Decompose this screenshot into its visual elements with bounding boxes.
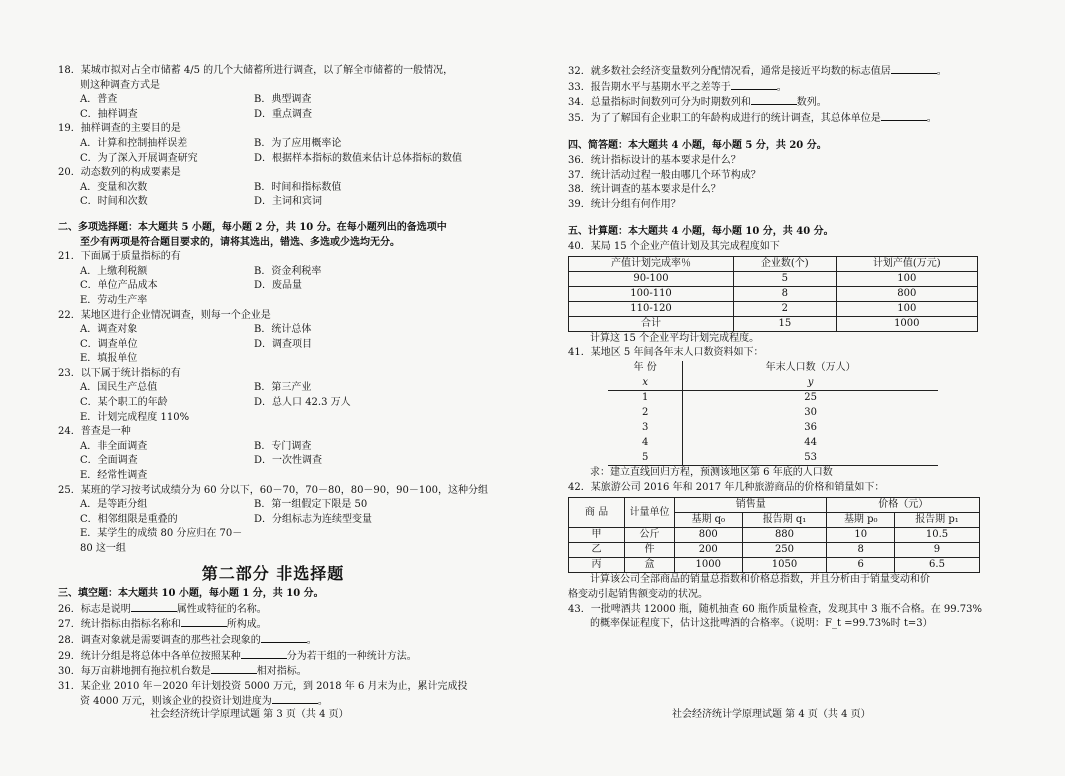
q22-options-cd: [58, 338, 488, 353]
table-cell: 6.5: [894, 558, 979, 573]
q30: 30．每万亩耕地拥有拖拉机台数是 相对指标。: [58, 666, 307, 678]
q27: 27．统计指标由指标名称和 所构成。: [58, 619, 267, 631]
answer-blank[interactable]: [272, 694, 318, 704]
table-row: [569, 558, 980, 573]
q24-options-e: [58, 469, 488, 484]
option: A．计算和控制抽样误差: [80, 137, 188, 149]
q26: 26．标志是说明 属性或特征的名称。: [58, 603, 267, 615]
answer-blank[interactable]: [751, 95, 797, 105]
table-cell: 110-120: [569, 301, 734, 316]
table-cell: 商 品: [569, 498, 625, 528]
table-cell: 年末人口数（万人）: [765, 362, 856, 374]
table-cell: 报告期 p₁: [894, 513, 979, 528]
section-2-heading-cont: 至少有两项是符合题目要求的，请将其选出，错选、多选或少选均无分。: [80, 236, 400, 248]
option: D．根据样本指标的数值来估计总体指标的数值: [254, 152, 463, 164]
table-cell: 乙: [569, 543, 625, 558]
section-2-heading: 二、多项选择题：本大题共 5 小题，每小题 2 分，共 10 分。在每小题列出的备选项中: [58, 221, 447, 233]
table-cell: 9: [894, 543, 979, 558]
q19-options-ab: [58, 137, 488, 152]
table-header: [569, 498, 980, 513]
q36: 36．统计指标设计的基本要求是什么？: [568, 154, 741, 166]
table-cell: 6: [827, 558, 895, 573]
option: C．调查单位: [80, 338, 138, 350]
option: B．资金利税率: [254, 265, 322, 277]
table-cell: 15: [734, 316, 837, 331]
q38: 38．统计调查的基本要求是什么？: [568, 184, 721, 196]
option: E．某学生的成绩 80 分应归在 70－80 这一组: [80, 528, 243, 554]
option: C．时间和次数: [80, 196, 148, 208]
table-cell: 880: [742, 528, 827, 543]
q24-options-cd: [58, 454, 488, 469]
table-cell: 53: [683, 451, 938, 466]
q21-options-e: [58, 294, 488, 309]
table-cell: 36: [804, 422, 817, 434]
table-cell: 4: [608, 436, 683, 451]
answer-blank[interactable]: [881, 111, 927, 121]
table-cell: 2: [608, 406, 683, 421]
table-cell: 800: [836, 286, 977, 301]
q25-options-e: [58, 527, 488, 556]
table-cell: 10: [827, 528, 895, 543]
option: B．第三产业: [254, 382, 312, 394]
option: B．第一组假定下限是 50: [254, 499, 368, 511]
option: A．是等距分组: [80, 499, 148, 511]
option: D．总人口 42.3 万人: [254, 397, 351, 409]
q42-table: [568, 497, 980, 573]
part-2-title: 第二部分 非选择题: [201, 563, 345, 583]
q20-options-cd: [58, 195, 488, 210]
answer-blank[interactable]: [261, 633, 307, 643]
table-row: [569, 528, 980, 543]
q19-options-cd: [58, 152, 488, 167]
option: B．时间和指标数值: [254, 181, 342, 193]
table-cell: 200: [675, 543, 743, 558]
option: A．普查: [80, 94, 118, 106]
page-4-footer: 社会经济统计学原理试题 第 4 页（共 4 页）: [672, 709, 871, 720]
option: E．计划完成程度 110%: [80, 411, 190, 423]
table-cell: 1000: [675, 558, 743, 573]
option: D．主词和宾词: [254, 196, 323, 208]
table-cell: 甲: [569, 528, 625, 543]
answer-blank[interactable]: [181, 617, 227, 627]
option: A．变量和次数: [80, 181, 148, 193]
option: C．为了深入开展调查研究: [80, 152, 198, 164]
table-cell: 基期 p₀: [827, 513, 895, 528]
q39: 39．统计分组有何作用？: [568, 198, 681, 210]
option: E．劳动生产率: [80, 294, 148, 306]
option: B．典型调查: [254, 94, 312, 106]
table-header: [569, 256, 978, 271]
option: A．国民生产总值: [80, 382, 158, 394]
table-cell: 10.5: [894, 528, 979, 543]
table-cell: y: [683, 376, 938, 391]
q35: 35．为了了解国有企业职工的年龄构成进行的统计调查，其总体单位是 。: [568, 112, 937, 124]
q23-options-cd: [58, 396, 488, 411]
answer-blank[interactable]: [131, 602, 177, 612]
table-cell: 800: [675, 528, 743, 543]
q22-stem: 22．某地区进行企业情况调查，则每一个企业是: [58, 309, 271, 321]
table-row: [608, 436, 938, 451]
q43-line2: 的概率保证程度下，估计这批啤酒的合格率。（说明：F_t =99.73%时 t=3）: [590, 618, 933, 630]
q41-table: [608, 361, 938, 467]
q22-options-e: [58, 352, 488, 367]
table-row: [569, 543, 980, 558]
q31-line1: 31．某企业 2010 年－2020 年计划投资 5000 万元，到 2018 年 6 月末为止，累计完成投: [58, 680, 468, 692]
q40-table: [568, 256, 978, 332]
table-cell: 8: [827, 543, 895, 558]
q24-options-ab: [58, 440, 488, 455]
q40-stem: 40．某局 15 个企业产值计划及其完成程度如下: [568, 240, 780, 252]
q31-line2: 资 4000 万元，则该企业的投资计划进度为 。: [80, 696, 328, 708]
table-cell: 1050: [742, 558, 827, 573]
q23-options-ab: [58, 381, 488, 396]
table-cell: 计量单位: [625, 498, 675, 528]
page-4-column: [568, 64, 988, 632]
q21-stem: 21．下面属于质量指标的有: [58, 251, 181, 263]
answer-blank[interactable]: [891, 64, 937, 74]
section-3-heading: 三、填空题：本大题共 10 小题，每小题 1 分，共 10 分。: [58, 588, 324, 600]
option: B．专门调查: [254, 440, 312, 452]
table-row: [569, 271, 978, 286]
table-header: [608, 376, 938, 391]
table-cell: 销售量: [675, 498, 827, 513]
table-cell: 报告期 q₁: [742, 513, 827, 528]
table-cell: 年 份: [608, 361, 683, 376]
q40-ask: 计算这 15 个企业平均计划完成程度。: [590, 332, 760, 344]
table-cell: 25: [804, 392, 817, 404]
option: A．调查对象: [80, 324, 138, 336]
option: A．上缴利税额: [80, 265, 148, 277]
q20-options-ab: [58, 181, 488, 196]
q19-stem: 19．抽样调查的主要目的是: [58, 123, 181, 135]
table-cell: 企业数(个): [734, 256, 837, 271]
q25-options-ab: [58, 498, 488, 513]
q37: 37．统计活动过程一般由哪几个环节构成？: [568, 169, 761, 181]
table-cell: 产值计划完成率％: [569, 256, 734, 271]
answer-blank[interactable]: [241, 649, 287, 659]
table-cell: 件: [625, 543, 675, 558]
table-cell: 2: [734, 301, 837, 316]
section-4-heading: 四、简答题：本大题共 4 小题，每小题 5 分，共 20 分。: [568, 140, 827, 152]
option: C．某个职工的年龄: [80, 397, 168, 409]
q32: 32．就多数社会经济变量数列分配情况看，通常是接近平均数的标志值居 。: [568, 66, 947, 77]
option: D．重点调查: [254, 108, 313, 120]
table-row: [608, 406, 938, 421]
table-cell: 30: [804, 407, 817, 419]
table-cell: 计划产值(万元): [836, 256, 977, 271]
table-cell: 合计: [569, 316, 734, 331]
option: C．相邻组限是重叠的: [80, 513, 178, 525]
table-cell: 丙: [569, 558, 625, 573]
option: D．废品量: [254, 280, 303, 292]
page-3-footer: 社会经济统计学原理试题 第 3 页（共 4 页）: [150, 709, 349, 720]
q28: 28．调查对象就是需要调查的那些社会现象的 。: [58, 634, 317, 646]
table-cell: 价格（元）: [827, 498, 980, 513]
q18-options-cd: [58, 108, 488, 123]
option: A．非全面调查: [80, 440, 148, 452]
table-cell: 44: [804, 437, 817, 449]
table-cell: 100: [836, 271, 977, 286]
q21-options-cd: [58, 279, 488, 294]
table-cell: 1: [608, 391, 683, 406]
table-cell: 1000: [836, 316, 977, 331]
q25-options-cd: [58, 513, 488, 528]
option: B．统计总体: [254, 324, 312, 336]
option: E．经常性调查: [80, 470, 148, 482]
option: D．分组标志为连续型变量: [254, 513, 373, 525]
table-row: [569, 286, 978, 301]
table-cell: 5: [608, 451, 683, 466]
option: C．抽样调查: [80, 108, 138, 120]
table-cell: 3: [608, 421, 683, 436]
q41-stem: 41．某地区 5 年间各年末人口数资料如下：: [568, 347, 764, 359]
table-row: [569, 301, 978, 316]
table-row: [608, 391, 938, 406]
option: C．单位产品成本: [80, 280, 158, 292]
q41-ask: 求：建立直线回归方程，预测该地区第 6 年底的人口数: [590, 467, 833, 479]
table-cell: 100-110: [569, 286, 734, 301]
q18-stem: 18．某城市拟对占全市储蓄 4/5 的几个大储蓄所进行调查，以了解全市储蓄的一般情况，: [58, 65, 454, 76]
table-row: [569, 316, 978, 331]
answer-blank[interactable]: [731, 80, 777, 90]
q24-stem: 24．普查是一种: [58, 426, 131, 438]
option: D．一次性调查: [254, 455, 323, 467]
option: B．为了应用概率论: [254, 137, 342, 149]
answer-blank[interactable]: [211, 664, 257, 674]
option: C．全面调查: [80, 455, 138, 467]
table-cell: 盒: [625, 558, 675, 573]
option: D．调查项目: [254, 338, 313, 350]
table-cell: x: [608, 376, 683, 391]
q18-options-ab: [58, 93, 488, 108]
section-5-heading: 五、计算题：本大题共 4 小题，每小题 10 分，共 40 分。: [568, 226, 834, 238]
q20-stem: 20．动态数列的构成要素是: [58, 167, 181, 179]
q34: 34．总量指标时间数列可分为时期数列和 数列。: [568, 97, 827, 109]
table-cell: 100: [836, 301, 977, 316]
q21-options-ab: [58, 265, 488, 280]
table-cell: 8: [734, 286, 837, 301]
q42-ask-cont: 格变动引起销售额变动的状况。: [568, 589, 708, 600]
table-cell: 公斤: [625, 528, 675, 543]
q22-options-ab: [58, 323, 488, 338]
q23-options-e: [58, 411, 488, 426]
page-3-column: [58, 64, 488, 710]
option: E．填报单位: [80, 353, 138, 365]
q25-stem: 25．某班的学习按考试成绩分为 60 分以下，60－70，70－80，80－90，90－100，这种分组: [58, 484, 488, 496]
table-cell: 5: [734, 271, 837, 286]
table-cell: 250: [742, 543, 827, 558]
q43-line1: 43．一批啤酒共 12000 瓶，随机抽查 60 瓶作质量检查，发现其中 3 瓶不合格。在 99.73%: [568, 603, 983, 615]
q42-stem: 42．某旅游公司 2016 年和 2017 年几种旅游商品的价格和销量如下：: [568, 481, 885, 493]
q18-stem-cont: 则这种调查方式是: [80, 79, 160, 91]
q23-stem: 23．以下属于统计指标的有: [58, 367, 181, 379]
table-cell: 基期 q₀: [675, 513, 743, 528]
table-header: [608, 361, 938, 376]
q29: 29．统计分组是将总体中各单位按照某种 分为若干组的一种统计方法。: [58, 650, 417, 662]
q42-ask: 计算该公司全部商品的销量总指数和价格总指数，并且分析由于销量变动和价: [590, 574, 930, 586]
table-row: [608, 421, 938, 436]
q33: 33．报告期水平与基期水平之差等于 。: [568, 81, 787, 93]
table-cell: 90-100: [569, 271, 734, 286]
table-row: [608, 451, 938, 466]
